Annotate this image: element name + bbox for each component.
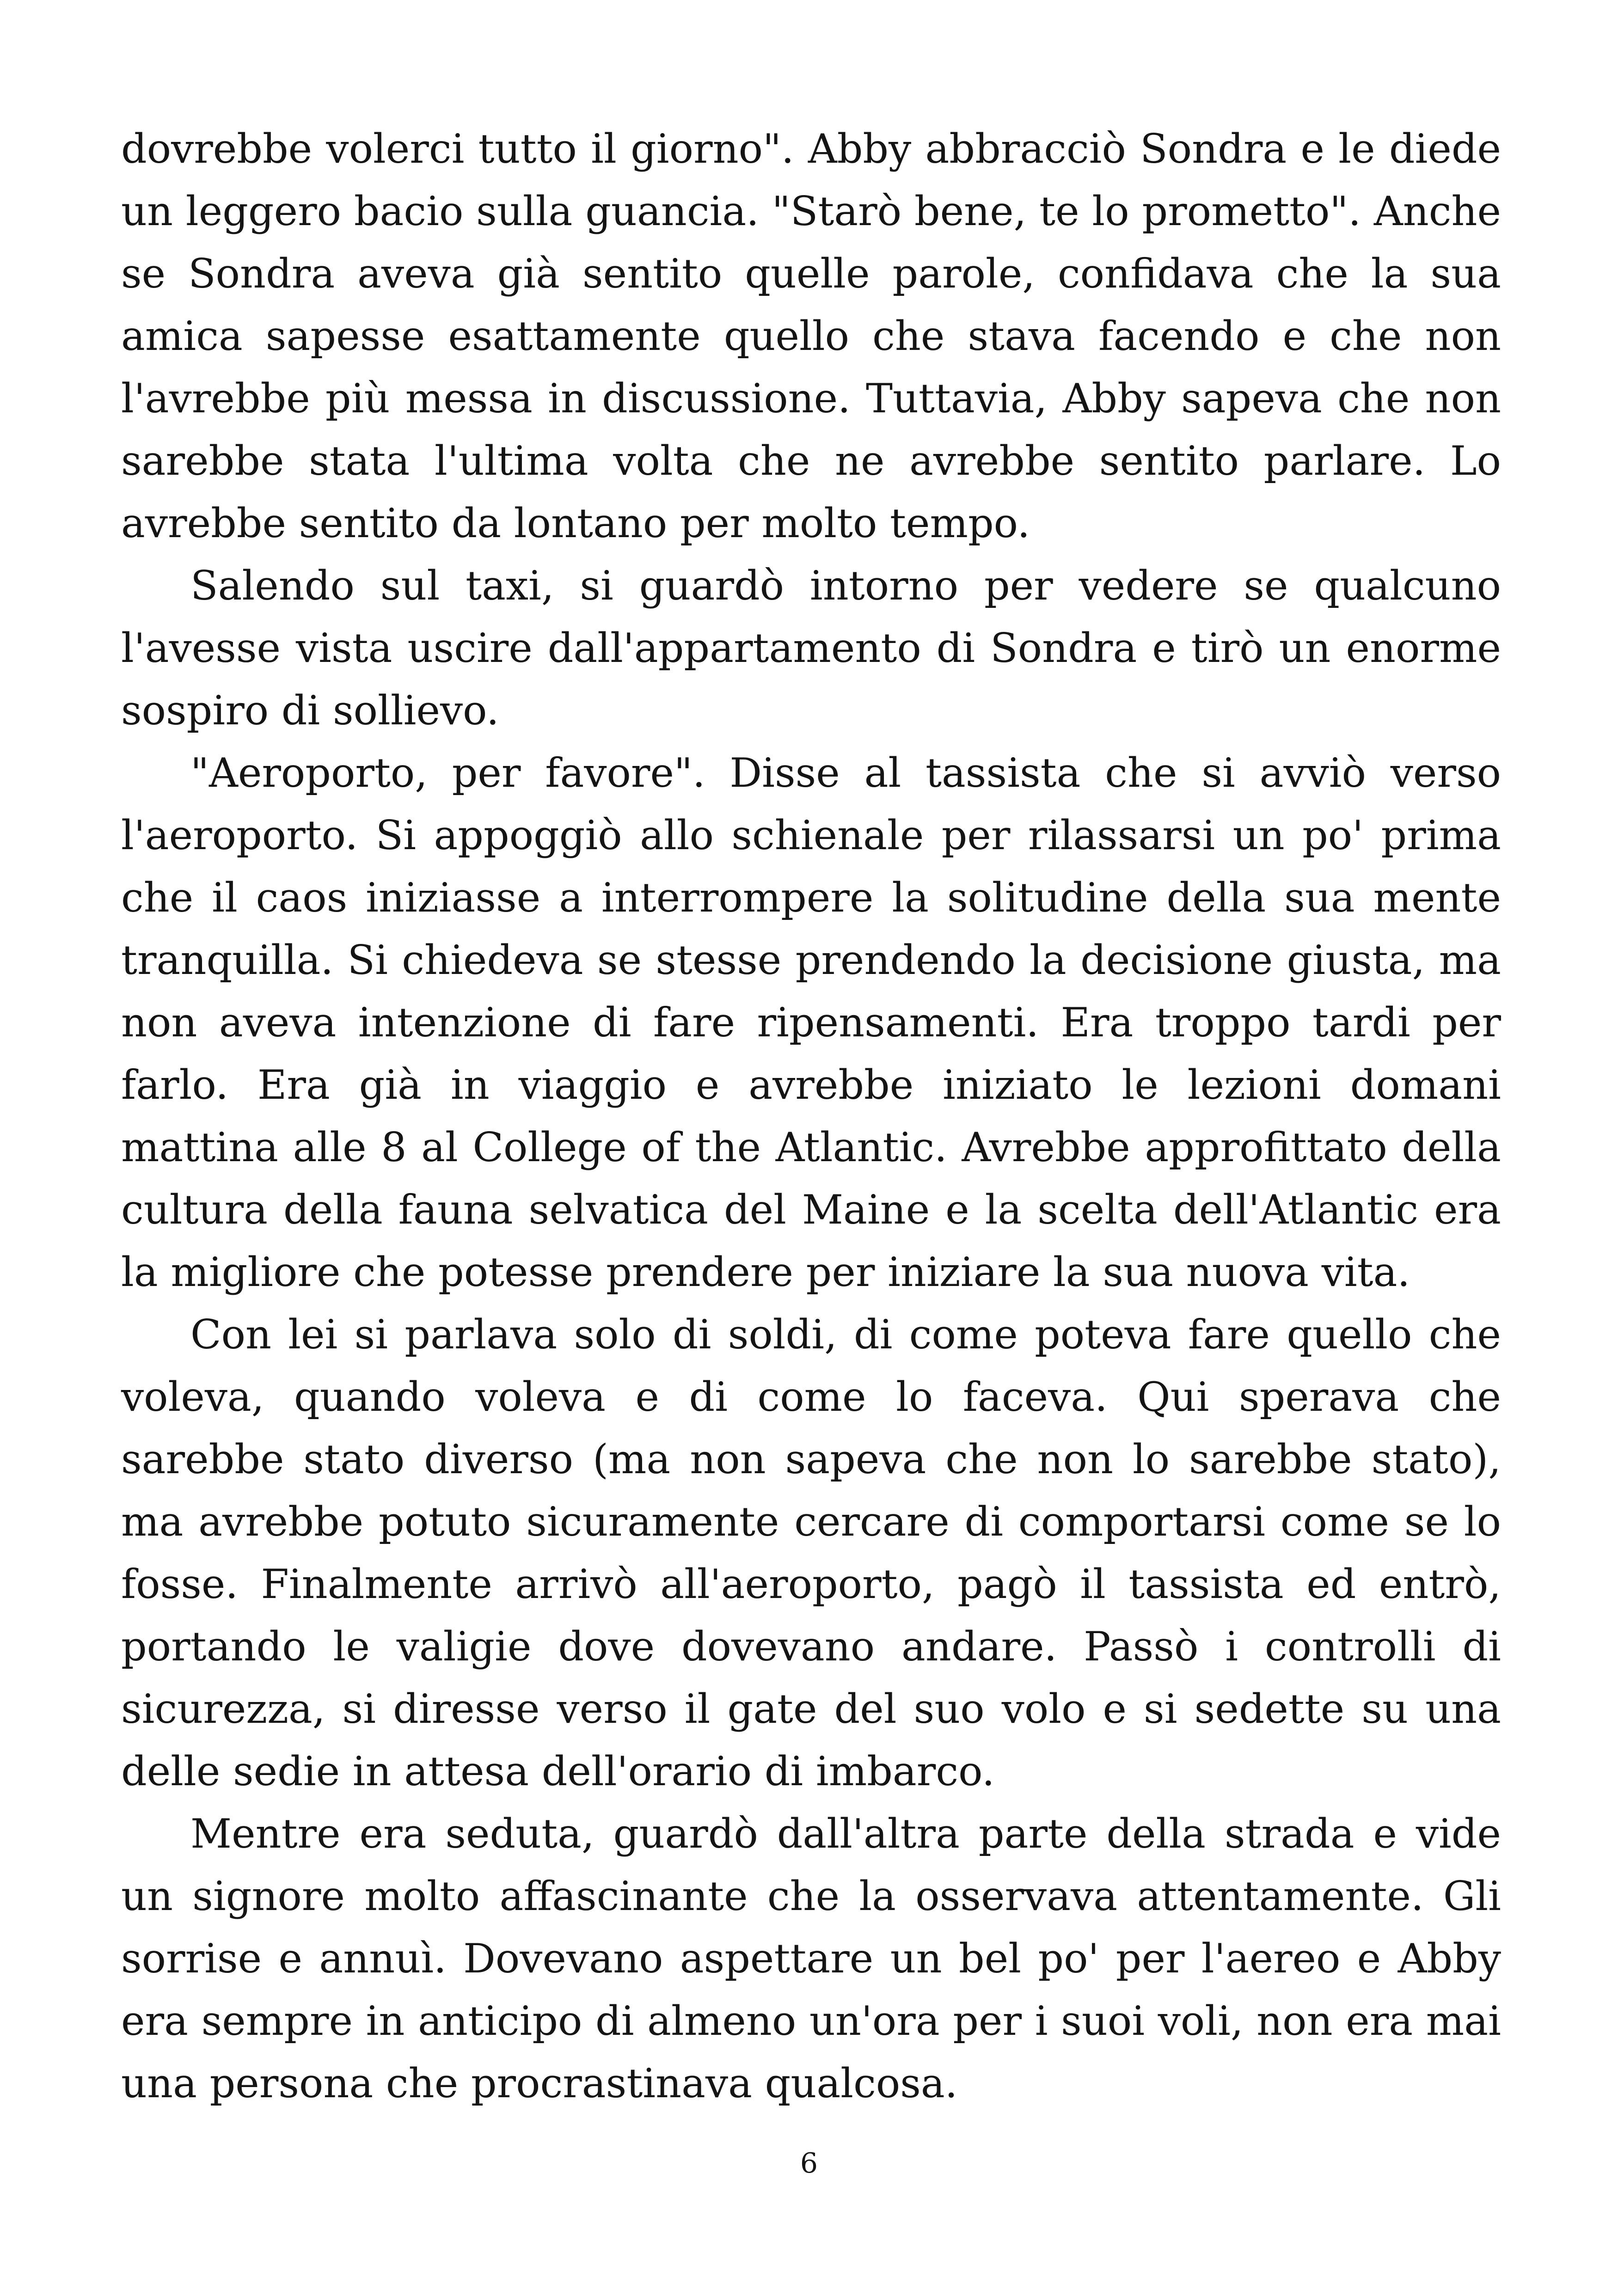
page-number: 6 xyxy=(800,2147,818,2180)
paragraph-2: Salendo sul taxi, si guardò intorno per vedere se qualcuno l'avesse vista uscire dall'appartamento di Sondra e tirò un enorme sospiro di sollievo. xyxy=(121,562,1501,734)
paragraph-1: dovrebbe volerci tutto il giorno". Abby abbracciò Sondra e le diede un leggero bacio sulla guancia. "Starò bene, te lo prometto". Anche se Sondra aveva già sentito quelle parole, confidava che la sua amica sapesse esattamente quello che stava facendo e che non l'avrebbe più messa in discussione. Tuttavia, Abby sapeva che non sarebbe stata l'ultima volta che ne avrebbe sentito parlare. Lo avrebbe sentito da lontano per molto tempo. xyxy=(121,125,1501,547)
paragraph-3: "Aeroporto, per favore". Disse al tassista che si avviò verso l'aeroporto. Si appoggiò allo schienale per rilassarsi un po' prima che il caos iniziasse a interrompere la solitudine della sua mente tranquilla. Si chiedeva se stesse prendendo la decisione giusta, ma non aveva intenzione di fare ripensamenti. Era troppo tardi per farlo. Era già in viaggio e avrebbe iniziato le lezioni domani mattina alle 8 al College of the Atlantic. Avrebbe approfittato della cultura della fauna selvatica del Maine e la scelta dell'Atlantic era la migliore che potesse prendere per iniziare la sua nuova vita. xyxy=(121,749,1501,1296)
paragraph-4: Con lei si parlava solo di soldi, di come poteva fare quello che voleva, quando voleva e di come lo faceva. Qui sperava che sarebbe stato diverso (ma non sapeva che non lo sarebbe stato), ma avrebbe potuto sicuramente cercare di comportarsi come se lo fosse. Finalmente arrivò all'aeroporto, pagò il tassista ed entrò, portando le valigie dove dovevano andare. Passò i controlli di sicurezza, si diresse verso il gate del suo volo e si sedette su una delle sedie in attesa dell'orario di imbarco. xyxy=(121,1311,1501,1795)
paragraph-5: Mentre era seduta, guardò dall'altra parte della strada e vide un signore molto affascinante che la osservava attentamente. Gli sorrise e annuì. Dovevano aspettare un bel po' per l'aereo e Abby era sempre in anticipo di almeno un'ora per i suoi voli, non era mai una persona che procrastinava qualcosa. xyxy=(121,1810,1501,2107)
body-text xyxy=(121,118,1501,2115)
